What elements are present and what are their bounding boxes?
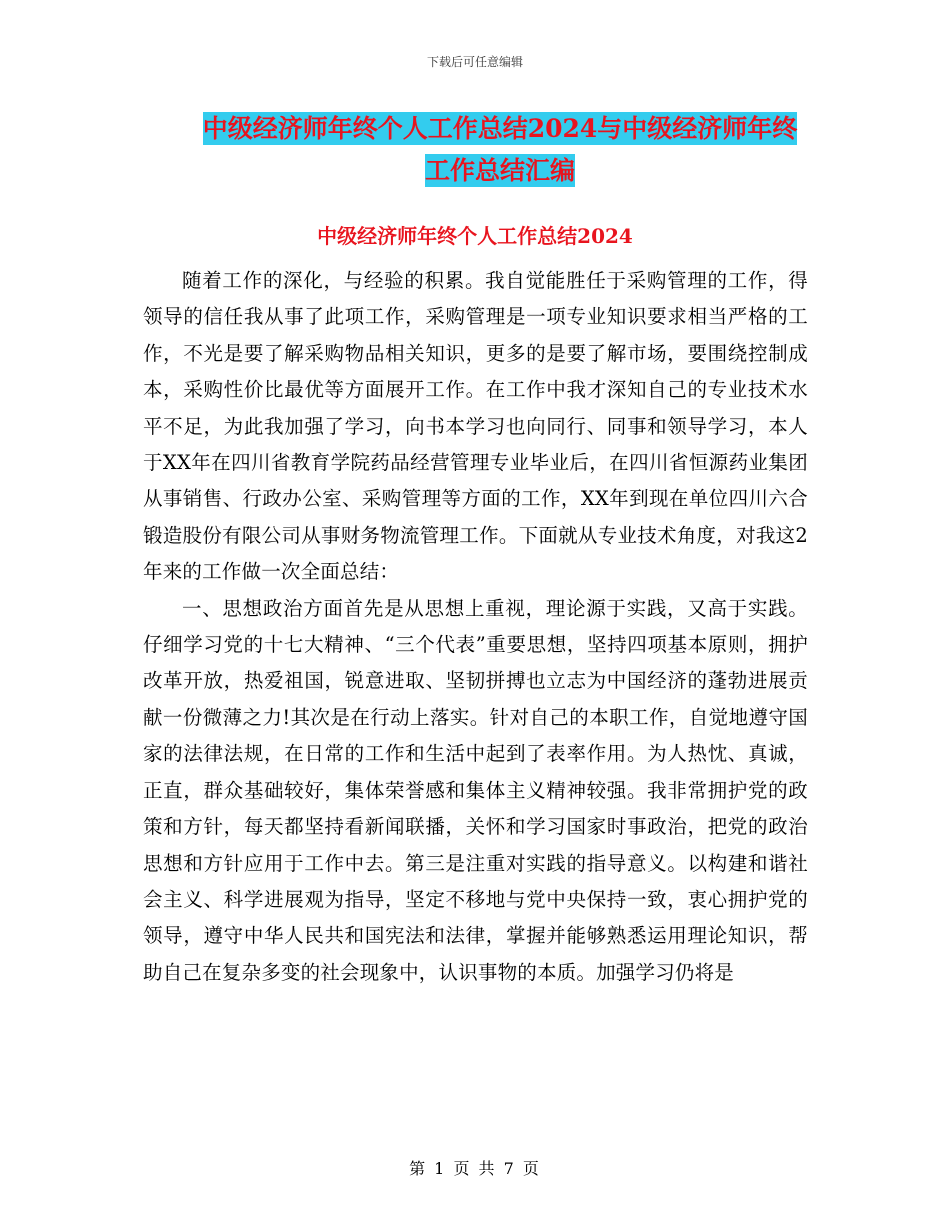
document-title-line2: 工作总结汇编 — [424, 156, 575, 185]
document-title — [150, 108, 850, 192]
header-note: 下载后可任意编辑 — [426, 55, 523, 69]
section-title: 中级经济师年终个人工作总结2024 — [317, 224, 633, 248]
paragraph-intro: 随着工作的深化，与经验的积累。我自觉能胜任于采购管理的工作，得领导的信任我从事了此项工作，采购管理是一项专业知识要求相当严格的工作，不光是要了解采购物品相关知识，更多的是要了解市场，要围绕控制成本，采购性价比最优等方面展开工作。在工作中我才深知自己的专业技术水平不足，为此我加强了学习，向书本学习也向同行、同事和领导学习，本人于XX年在四川省教育学院药品经营管理专业毕业后，在四川省恒源药业集团从事销售、行政办公室、采购管理等方面的工作，XX年到现在单位四川六合锻造股份有限公司从事财务物流管理工作。下面就从专业技术角度，对我这2年来的工作做一次全面总结： — [143, 269, 808, 584]
page-number-footer: 第 1 页 共 7 页 — [409, 1159, 541, 1178]
document-body — [143, 263, 808, 991]
paragraph-political: 一、思想政治方面首先是从思想上重视，理论源于实践，又高于实践。仔细学习党的十七大精神、“三个代表”重要思想，坚持四项基本原则，拥护改革开放，热爱祖国，锐意进取、坚韧拼搏也立志为中国经济的蓬勃进展贡献一份微薄之力!其次是在行动上落实。针对自己的本职工作，自觉地遵守国家的法律法规，在日常的工作和生活中起到了表率作用。为人热忱、真诚，正直，群众基础较好，集体荣誉感和集体主义精神较强。我非常拥护党的政策和方针，每天都坚持看新闻联播，关怀和学习国家时事政治，把党的政治思想和方针应用于工作中去。第三是注重对实践的指导意义。以构建和谐社会主义、科学进展观为指导，坚定不移地与党中央保持一致，衷心拥护党的领导，遵守中华人民共和国宪法和法律，掌握并能够熟悉运用理论知识，帮助自己在复杂多变的社会现象中，认识事物的本质。加强学习仍将是 — [143, 596, 808, 984]
document-title-line1: 中级经济师年终个人工作总结2024与中级经济师年终 — [202, 114, 798, 143]
